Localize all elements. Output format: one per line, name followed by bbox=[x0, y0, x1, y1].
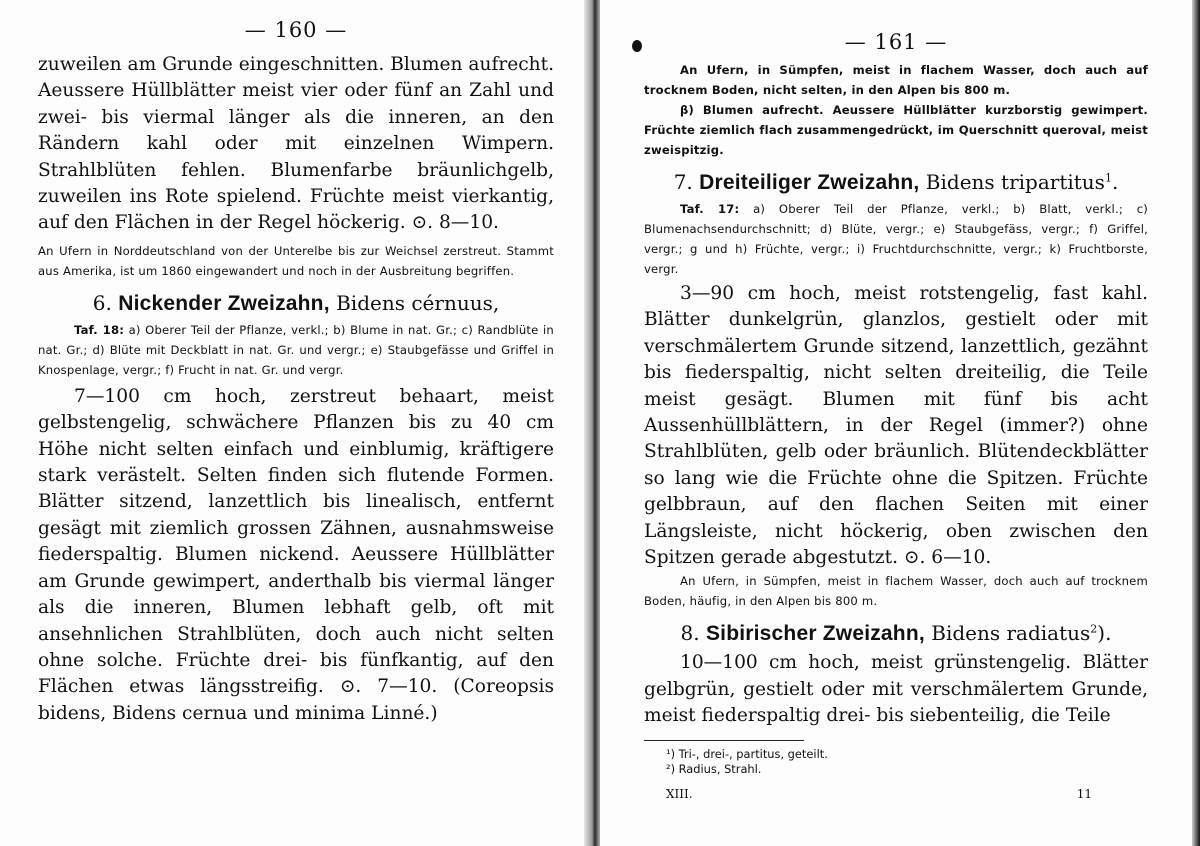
footnote-1: ¹) Tri-, drei-, partitus, geteilt. bbox=[666, 746, 828, 761]
plate-label: Taf. 18: bbox=[74, 322, 125, 337]
species-number: 8. bbox=[680, 621, 700, 646]
ink-blot bbox=[632, 40, 642, 52]
printer-signature: XIII. bbox=[666, 786, 693, 801]
species-description: 10—100 cm hoch, meist grünstengelig. Blätter gelbgrün, gestielt oder mit verschmälertem Grunde, meist fiederspaltig drei- bis siebenteilig, die Teile bbox=[644, 652, 1148, 727]
species-latin-name: Bidens tripartitus bbox=[925, 170, 1105, 194]
habitat-note: An Ufern in Norddeutschland von der Unterelbe bis zur Weichsel zerstreut. Stammt aus Amerika, ist um 1860 eingewandert und noch in der Ausbreitung begriffen. bbox=[38, 243, 554, 278]
sheet-number: 11 bbox=[1076, 786, 1092, 801]
footnote-2: ²) Radius, Strahl. bbox=[666, 761, 762, 776]
plate-text: a) Oberer Teil der Pflanze, verkl.; b) Blatt, verkl.; c) Blumenachsendurchschnitt; d) Blüte, vergr.; e) Staubgefäss, vergr.; f) Griffel, vergr.; g und h) Früchte, vergr.; i) Fruchtdurchschnitte, vergr.; k) Fruchtborste, vergr. bbox=[644, 202, 1149, 276]
plate-caption bbox=[644, 199, 1148, 279]
page-number-left: — 160 — bbox=[244, 18, 348, 42]
species-description: 7—100 cm hoch, zerstreut behaart, meist gelbstengelig, schwächere Pflanzen bis zu 40 cm Höhe nicht selten einfach und einblumig, kräftigere stark verästelt. Selten finden sich flutende Formen. Blätter sitzend, lanzettlich bis linealisch, entfernt gesägt mit ziemlich grossen Zähnen, ausnahmsweise fiederspaltig. Blumen nickend. Aeussere Hüllblätter am Grunde gewimpert, anderthalb bis viermal länger als die inneren, Blumen lebhaft gelb, oft mit ansehnlichen Strahlblüten, doch auch nicht selten ohne solche. Früchte drei- bis fünfkantig, auf den Flächen etwas längsstreifig. ⊙. 7—10. (Coreopsis bidens, Bidens cernua und minima Linné.) bbox=[38, 385, 554, 724]
footnote-ref: 2 bbox=[1090, 622, 1098, 636]
footnote-rule bbox=[644, 740, 804, 741]
heading-end: . bbox=[1111, 170, 1119, 194]
species-number: 6. bbox=[92, 290, 112, 315]
species-common-name: Nickender Zweizahn, bbox=[118, 291, 330, 315]
heading-end: ). bbox=[1097, 621, 1112, 646]
page-number-right: — 161 — bbox=[844, 30, 948, 54]
variety-beta: β) Blumen aufrecht. Aeussere Hüllblätter kurzborstig gewimpert. Früchte ziemlich flach zusammengedrückt, im Querschnitt queroval, meist zweispitzig. bbox=[644, 103, 1148, 157]
habitat-note: An Ufern, in Sümpfen, meist in flachem Wasser, doch auch auf trocknem Boden, häufig, in den Alpen bis 800 m. bbox=[644, 574, 1148, 609]
plate-label: Taf. 17: bbox=[680, 202, 740, 216]
plate-caption bbox=[38, 320, 554, 380]
species-common-name: Sibirischer Zweizahn, bbox=[705, 622, 925, 646]
species-number: 7. bbox=[673, 170, 693, 194]
left-page bbox=[0, 0, 592, 846]
species-heading-8 bbox=[644, 621, 1148, 646]
species-heading-6 bbox=[38, 291, 554, 316]
paragraph-continued: zuweilen am Grunde eingeschnitten. Blumen aufrecht. Aeussere Hüllblätter meist vier oder fünf an Zahl und zwei- bis viermal länger als die inneren, an den Rändern kahl oder mit einzelnen Wimpern. Strahlblüten fehlen. Blumenfarbe bräunlichgelb, zuweilen ins Rote spielend. Früchte meist vierkantig, auf den Flächen in der Regel höckerig. ⊙. 8—10. bbox=[38, 54, 554, 234]
right-page bbox=[600, 0, 1200, 846]
species-common-name: Dreiteiliger Zweizahn, bbox=[699, 171, 920, 194]
book-edge-right bbox=[1192, 0, 1200, 846]
plate-text: a) Oberer Teil der Pflanze, verkl.; b) Blume in nat. Gr.; c) Randblüte in nat. Gr.; d) Blüte mit Deckblatt in nat. Gr. und vergr.; e) Staubgefässe und Griffel in Knospenlage, vergr.; f) Frucht in nat. Gr. und vergr. bbox=[38, 322, 554, 377]
footnote-ref: 1 bbox=[1104, 171, 1112, 185]
species-description: 3—90 cm hoch, meist rotstengelig, fast kahl. Blätter dunkelgrün, glanzlos, gestielt oder mit verschmälertem Grunde sitzend, lanzettlich, gezähnt bis fiederspaltig, nicht selten dreiteilig, die Teile meist gesägt. Blumen mit fünf bis acht Aussenhüllblättern, in der Regel (immer?) ohne Strahlblüten, gelb oder bräunlich. Blütendeckblätter so lang wie die Früchte ohne die Spitzen. Früchte gelbbraun, auf den flachen Seiten mit einer Längsleiste, nicht höckerig, oben zwischen den Spitzen gerade abgestutzt. ⊙. 6—10. bbox=[644, 283, 1148, 569]
species-latin-name: Bidens radiatus bbox=[931, 621, 1091, 646]
habitat-note-top: An Ufern, in Sümpfen, meist in flachem Wasser, doch auch auf trocknem Boden, nicht selten, in den Alpen bis 800 m. bbox=[644, 63, 1148, 97]
species-latin-name: Bidens cérnuus, bbox=[336, 290, 500, 315]
species-heading-7 bbox=[644, 170, 1148, 195]
signature-row bbox=[644, 787, 1148, 801]
